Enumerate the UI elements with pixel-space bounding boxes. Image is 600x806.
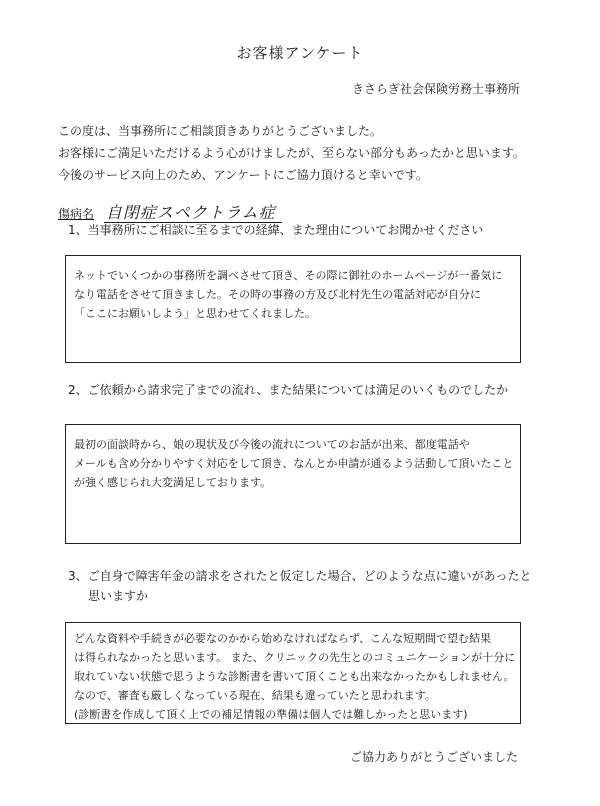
question-line: 1、当事務所にご相談に至るまでの経緯、また理由についてお聞かせください [68, 223, 484, 237]
question-line: 3、ご自身で障害年金の請求をされたと仮定した場合、どのような点に違いがあったと [68, 569, 532, 583]
page-title: お客様アンケート [236, 44, 364, 62]
question-3 [68, 566, 532, 606]
answer-line: が強く感じられ大変満足しております。 [74, 476, 272, 489]
disease-label: 傷病名 [58, 207, 95, 221]
intro-line: 今後のサービス向上のため、アンケートにご協力頂けると幸いです。 [58, 168, 428, 182]
answer-line: なので、審査も厳しくなっている現在、結果も違っていたと思われます。 [74, 689, 436, 702]
answer-box-3[interactable] [65, 622, 521, 724]
answer-line: ネットでいくつかの事務所を調べさせて頂き、その際に御社のホームページが一番気に [74, 269, 503, 282]
answer-line: メールも含め分かりやすく対応をして頂き、なんとか申請が通るよう活動して頂いたこと [74, 457, 514, 470]
answer-line: 「ここにお願いしよう」と思わせてくれました。 [74, 307, 316, 320]
answer-line: なり電話をさせて頂きました。その時の事務の方及び北村先生の電話対応が自分に [74, 288, 481, 301]
question-2 [68, 380, 508, 400]
question-1 [68, 220, 483, 240]
answer-line: 取れていない状態で思うような診断書を書いて頂くことも出来なかったかもしれません。 [74, 670, 515, 683]
answer-line: は得られなかったと思います。 また、クリニックの先生とのコミュニケーションが十分に [74, 651, 516, 664]
question-line: 思いますか [88, 589, 149, 603]
answer-line: 最初の面談時から、娘の現状及び今後の流れについてのお話が出来、都度電話や [74, 438, 470, 451]
intro-text [58, 120, 525, 186]
answer-box-1[interactable] [65, 255, 521, 363]
answer-line: (診断書を作成して頂く上での補足情報の準備は個人では難しかったと思います) [74, 708, 468, 721]
intro-line: お客様にご満足いただけるよう心がけましたが、至らない部分もあったかと思います。 [58, 146, 525, 160]
closing-text: ご協力ありがとうございました [349, 750, 518, 764]
question-line: 2、ご依頼から請求完了までの流れ、また結果については満足のいくものでしたか [68, 383, 509, 397]
answer-box-2[interactable] [65, 424, 521, 544]
office-name: きさらぎ社会保険労務士事務所 [351, 82, 520, 96]
intro-line: この度は、当事務所にご相談頂きありがとうございました。 [58, 124, 383, 138]
answer-line: どんな資料や手続きが必要なのかから始めなければならず、こんな短期間で望む結果 [74, 632, 492, 645]
disease-handwritten-value[interactable]: 自閉症スペクトラム症 [104, 203, 282, 223]
